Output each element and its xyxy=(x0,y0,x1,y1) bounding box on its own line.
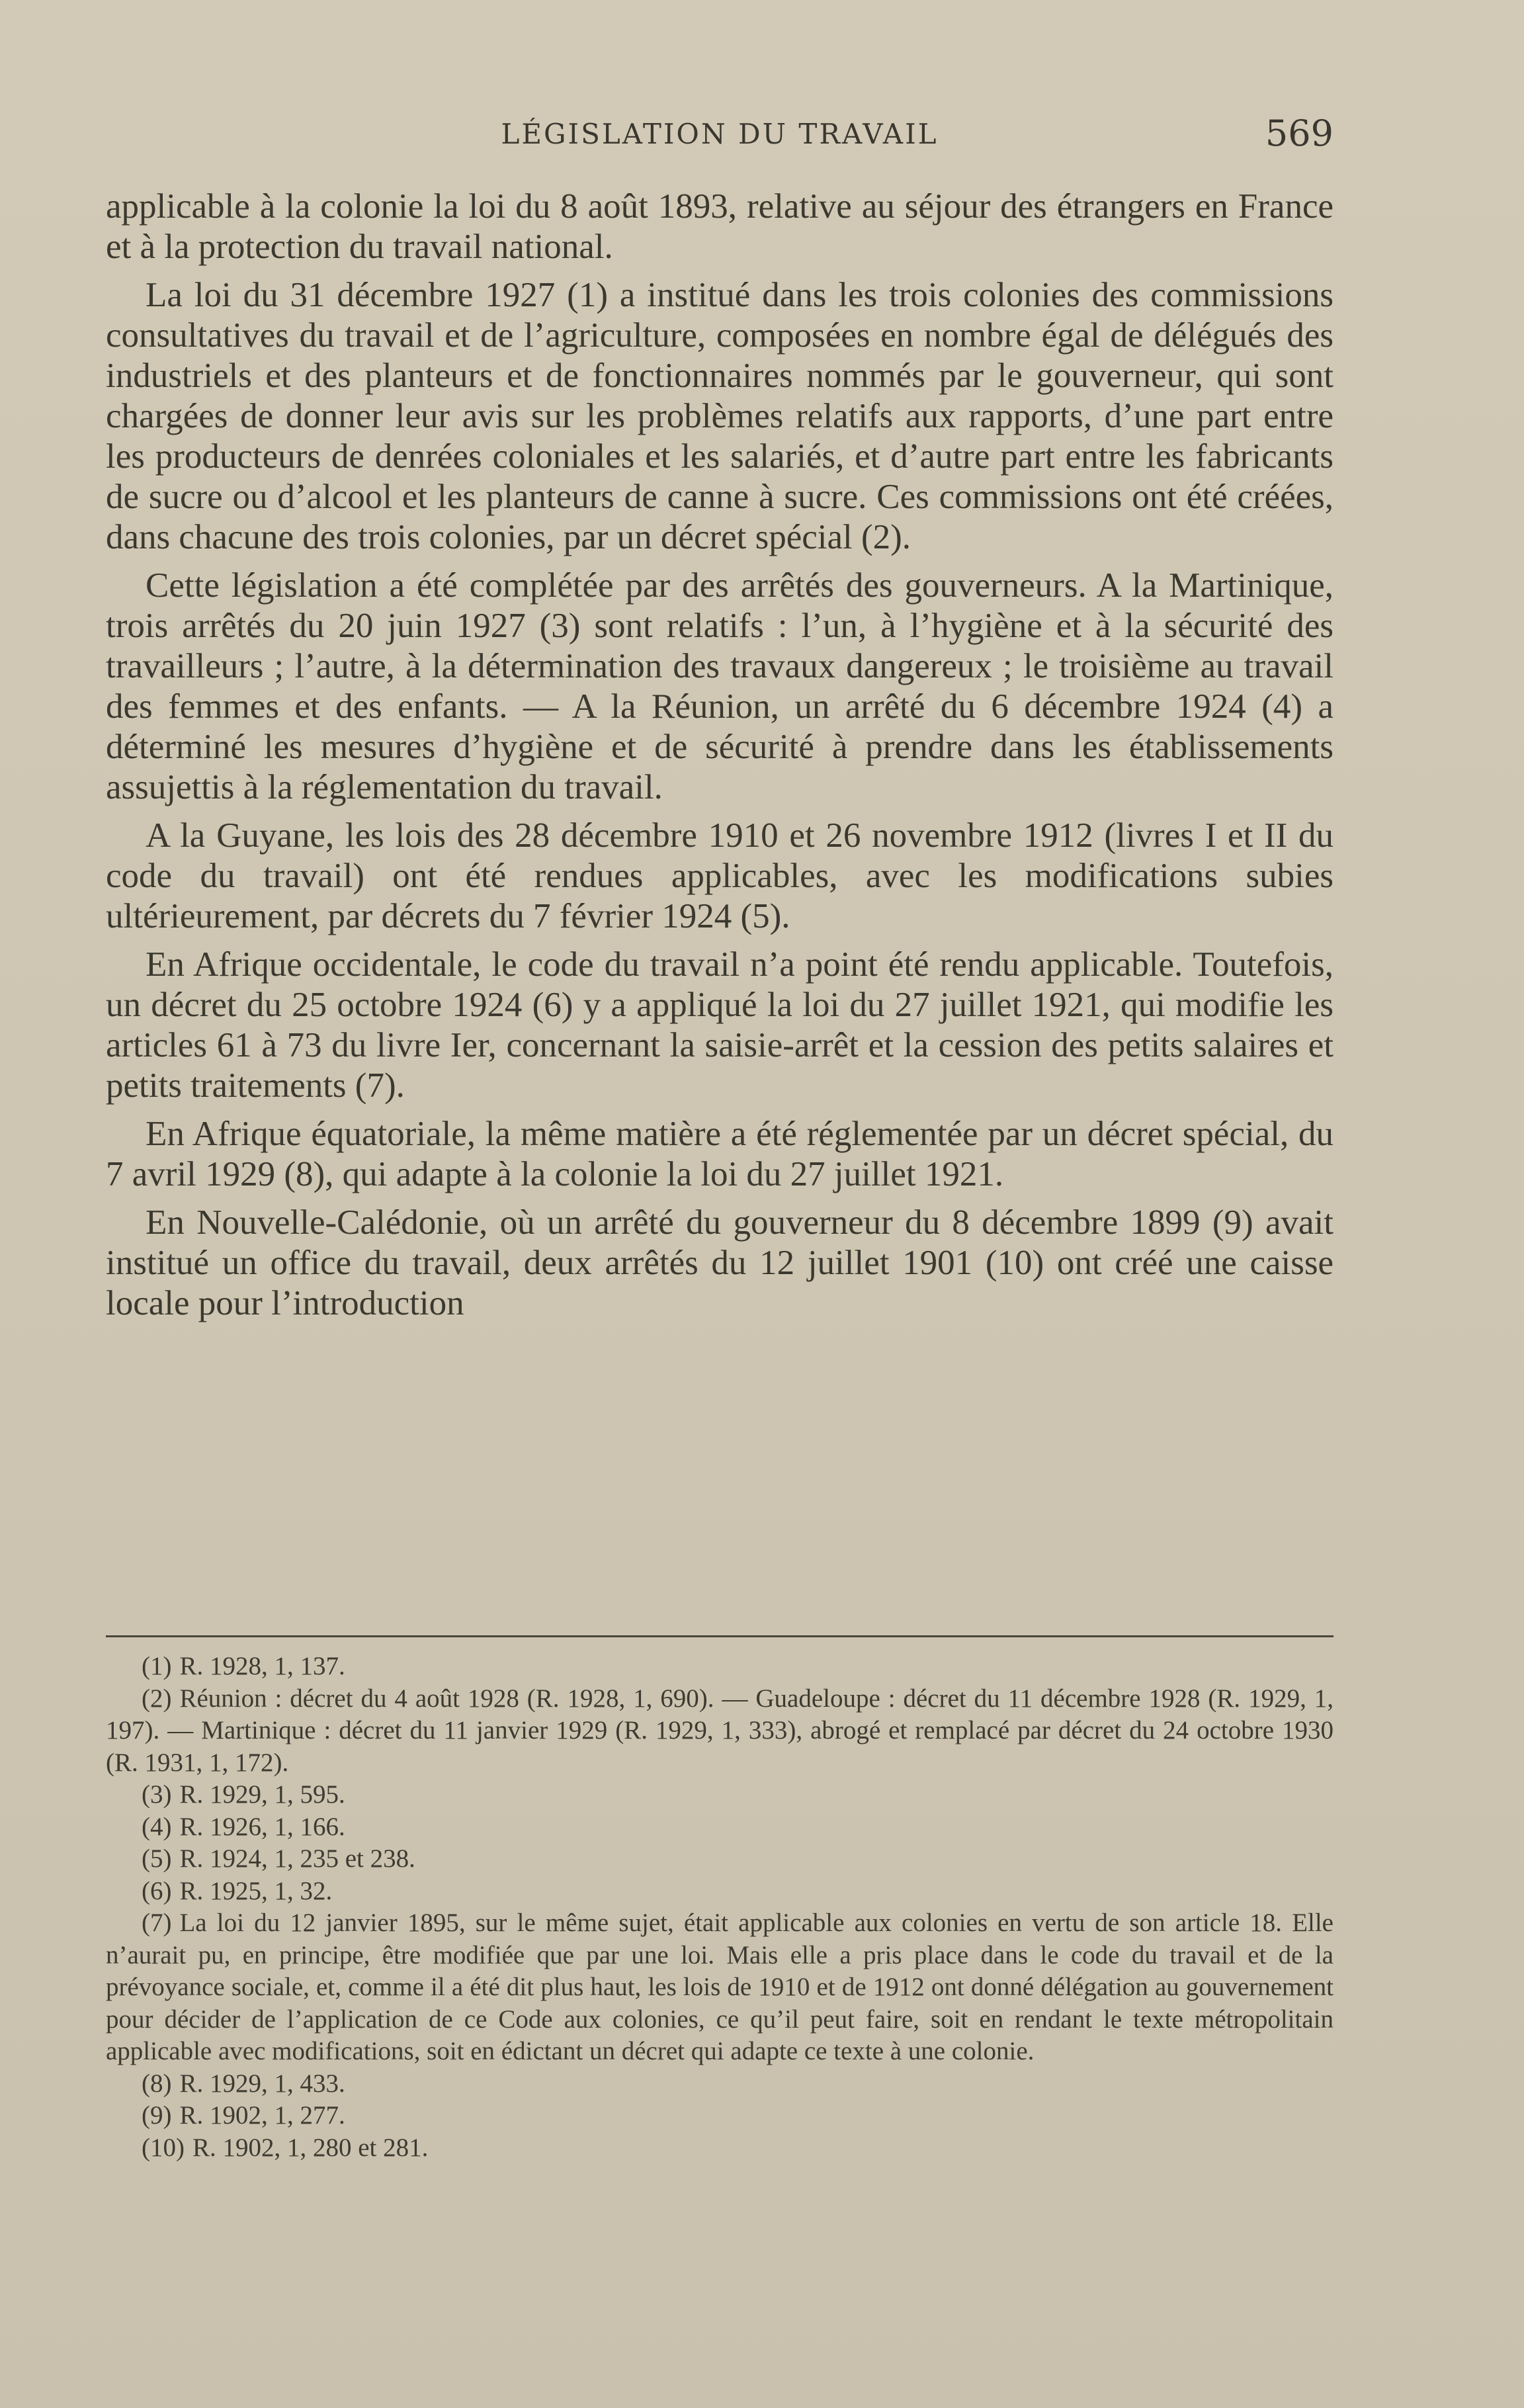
footnote-text: R. 1929, 1, 433. xyxy=(179,2069,345,2098)
paragraph-continuation: applicable à la colonie la loi du 8 août 1893, relative au séjour des étrangers en France et à la protection du travail national. xyxy=(106,187,1334,266)
footnote-text: R. 1926, 1, 166. xyxy=(179,1812,345,1841)
footnote-number: (8) xyxy=(142,2069,172,2098)
paragraph: Cette législation a été complétée par des arrêtés des gouverneurs. A la Martinique, trois arrêtés du 20 juin 1927 (3) sont relatifs : l’un, à l’hygiène et à la sécurité des travailleurs ; l’autre, à la détermination des travaux dangereux ; le troisième au travail des femmes et des enfants. — A la Réunion, un arrêté du 6 décembre 1924 (4) a déterminé les mesures d’hygiène et de sécurité à prendre dans les établissements assujettis à la réglementation du travail. xyxy=(106,566,1334,806)
footnote xyxy=(106,1907,1334,2068)
footnote-text: Réunion : décret du 4 août 1928 (R. 1928, 1, 690). — Guadeloupe : décret du 11 décembre 1928 (R. 1929, 1, 197). — Martinique : décret du 11 janvier 1929 (R. 1929, 1, 333), abrogé et remplacé par décret du 24 octobre 1930 (R. 1931, 1, 172). xyxy=(106,1684,1334,1777)
footnote xyxy=(106,2132,1334,2165)
footnote-number: (3) xyxy=(142,1780,172,1809)
page-number: 569 xyxy=(1265,112,1334,154)
footnote-number: (10) xyxy=(142,2133,185,2162)
paragraph: En Afrique équatoriale, la même matière a été réglementée par un décret spécial, du 7 avril 1929 (8), qui adapte à la colonie la loi du 27 juillet 1921. xyxy=(106,1115,1334,1193)
paragraph: A la Guyane, les lois des 28 décembre 1910 et 26 novembre 1912 (livres I et II du code du travail) ont été rendues applicables, avec les modifications subies ultérieurement, par décrets du 7 février 1924 (5). xyxy=(106,816,1334,935)
footnote xyxy=(106,1811,1334,1844)
footnote xyxy=(106,1843,1334,1875)
footnote-number: (2) xyxy=(142,1684,172,1713)
footnote-text: R. 1929, 1, 595. xyxy=(179,1780,345,1809)
paragraph: La loi du 31 décembre 1927 (1) a institué dans les trois colonies des commissions consultatives du travail et de l’agriculture, composées en nombre égal de délégués des industriels et des planteurs et de fonctionnaires nommés par le gouverneur, qui sont chargées de donner leur avis sur les problèmes relatifs aux rapports, d’une part entre les producteurs de denrées coloniales et les salariés, et d’autre part entre les fabricants de sucre ou d’alcool et les planteurs de canne à sucre. Ces commissions ont été créées, dans chacune des trois colonies, par un décret spécial (2). xyxy=(106,276,1334,556)
running-head xyxy=(106,112,1334,159)
footnote-number: (1) xyxy=(142,1652,172,1680)
footnote xyxy=(106,1683,1334,1780)
footnote-number: (4) xyxy=(142,1812,172,1841)
footnote-text: R. 1902, 1, 277. xyxy=(179,2101,345,2129)
paragraph: En Afrique occidentale, le code du travail n’a point été rendu applicable. Toutefois, un décret du 25 octobre 1924 (6) y a appliqué la loi du 27 juillet 1921, qui modifie les articles 61 à 73 du livre Ier, concernant la saisie-arrêt et la cession des petits salaires et petits traitements (7). xyxy=(106,945,1334,1105)
footnote xyxy=(106,2100,1334,2132)
paragraph: En Nouvelle-Calédonie, où un arrêté du gouverneur du 8 décembre 1899 (9) avait institué un office du travail, deux arrêtés du 12 juillet 1901 (10) ont créé une caisse locale pour l’introduction xyxy=(106,1203,1334,1322)
footnote xyxy=(106,1779,1334,1811)
footnote-number: (7) xyxy=(142,1909,172,1937)
body-text xyxy=(106,187,1334,1332)
footnote-text: R. 1925, 1, 32. xyxy=(179,1876,333,1905)
footnote-text: R. 1924, 1, 235 et 238. xyxy=(179,1844,415,1873)
footnote-text: La loi du 12 janvier 1895, sur le même sujet, était applicable aux colonies en vertu de son article 18. Elle n’aurait pu, en principe, être modifiée que par une loi. Mais elle a pris place dans le code du travail et de la prévoyance sociale, et, comme il a été dit plus haut, les lois de 1910 et de 1912 ont donné délégation au gouvernement pour décider de l’application de ce Code aux colonies, ce qu’il peut faire, soit en rendant le texte métropolitain applicable avec modifications, soit en édictant un décret qui adapte ce texte à une colonie. xyxy=(106,1909,1334,2065)
footnote-text: R. 1928, 1, 137. xyxy=(179,1652,345,1680)
footnote xyxy=(106,2068,1334,2100)
footnotes xyxy=(106,1651,1334,2164)
footnote xyxy=(106,1651,1334,1683)
footnote-number: (9) xyxy=(142,2101,172,2129)
footnote-text: R. 1902, 1, 280 et 281. xyxy=(192,2133,429,2162)
footnote-number: (6) xyxy=(142,1876,172,1905)
footnote-number: (5) xyxy=(142,1844,172,1873)
running-title: LÉGISLATION DU TRAVAIL xyxy=(501,118,939,150)
footnote-divider xyxy=(106,1635,1334,1637)
footnote xyxy=(106,1875,1334,1908)
